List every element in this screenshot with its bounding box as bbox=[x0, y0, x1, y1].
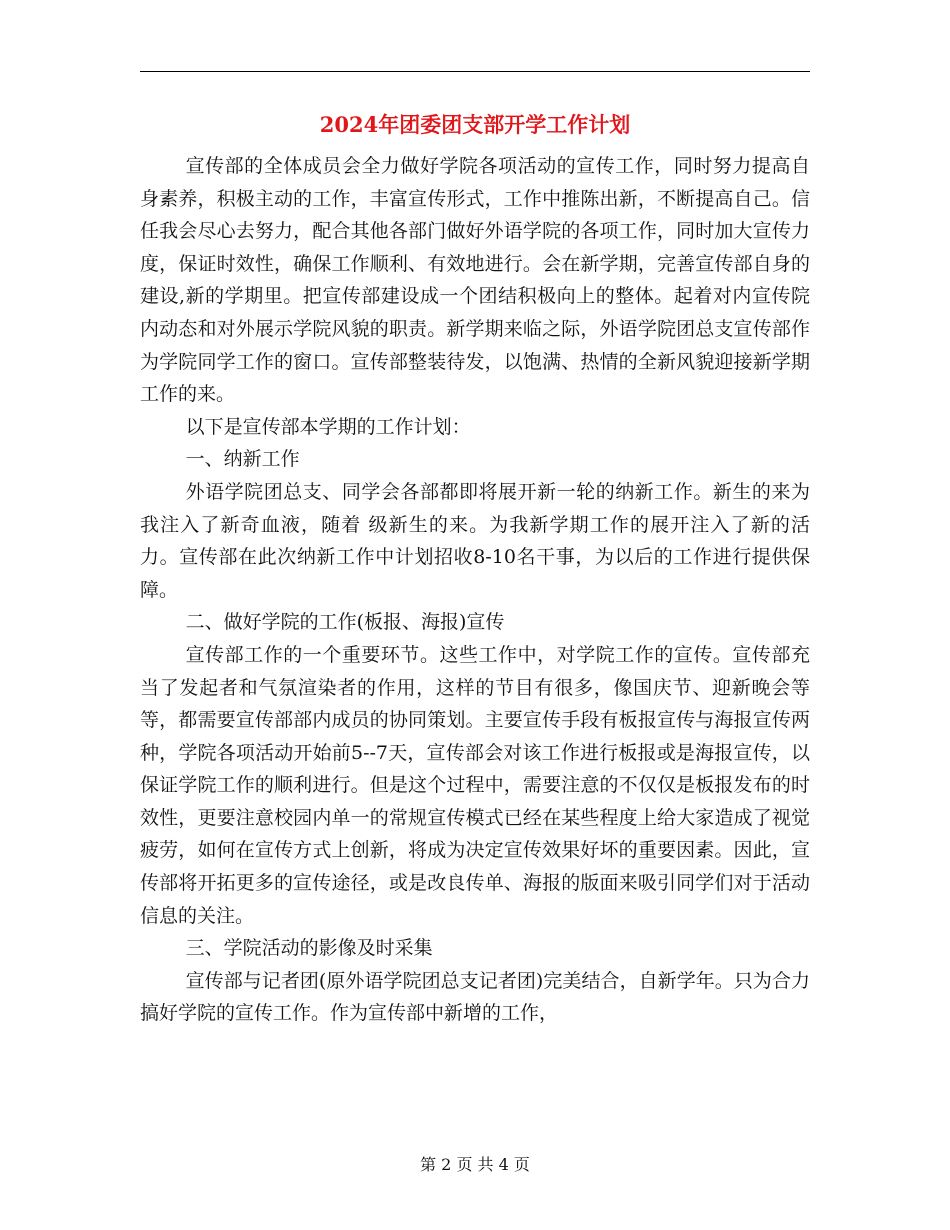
section-heading-2: 二、做好学院的工作(板报、海报)宣传 bbox=[185, 611, 505, 634]
paragraph-section-2: 宣传部工作的一个重要环节。这些工作中，对学院工作的宣传。宣传部充当了发起者和气氛渲染者的作用，这样的节目有很多，像国庆节、迎新晚会等等，都需要宣传部部内成员的协同策划。主要宣传手段有板报宣传与海报宣传两种，学院各项活动开始前5--7天，宣传部会对该工作进行板报或是海报宣传，以保证学院工作的顺利进行。但是这个过程中，需要注意的不仅仅是板报发布的时效性，更要注意校园内单一的常规宣传模式已经在某些程度上给大家造成了视觉疲劳，如何在宣传方式上创新，将成为决定宣传效果好坏的重要因素。因此，宣传部将开拓更多的宣传途径，或是改良传单、海报的版面来吸引同学们对于活动信息的关注。 bbox=[140, 643, 810, 927]
document-title: 2024年团委团支部开学工作计划 bbox=[319, 112, 631, 137]
header-rule bbox=[140, 71, 810, 72]
paragraph-section-1: 外语学院团总支、同学会各部都即将展开新一轮的纳新工作。新生的来为我注入了新奇血液，随着 级新生的来。为我新学期工作的展开注入了新的活力。宣传部在此次纳新工作中计划招收8-10名干事，为以后的工作进行提供保障。 bbox=[140, 480, 810, 601]
paragraph-intro: 宣传部的全体成员会全力做好学院各项活动的宣传工作，同时努力提高自身素养，积极主动的工作，丰富宣传形式，工作中推陈出新，不断提高自己。信任我会尽心去努力，配合其他各部门做好外语学院的各项工作，同时加大宣传力度，保证时效性，确保工作顺利、有效地进行。会在新学期，完善宣传部自身的建设,新的学期里。把宣传部建设成一个团结积极向上的整体。起着对内宣传院内动态和对外展示学院风貌的职责。新学期来临之际，外语学院团总支宣传部作为学院同学工作的窗口。宣传部整装待发，以饱满、热情的全新风貌迎接新学期工作的来。 bbox=[140, 155, 810, 406]
paragraph-plan-intro: 以下是宣传部本学期的工作计划： bbox=[185, 415, 471, 438]
paragraph-section-3: 宣传部与记者团(原外语学院团总支记者团)完美结合，自新学年。只为合力搞好学院的宣传工作。作为宣传部中新增的工作， bbox=[140, 969, 810, 1025]
section-heading-3: 三、学院活动的影像及时采集 bbox=[185, 937, 433, 960]
section-heading-1: 一、纳新工作 bbox=[185, 448, 300, 471]
page-footer: 第 2 页 共 4 页 bbox=[420, 1155, 530, 1174]
document-body bbox=[140, 150, 810, 1030]
